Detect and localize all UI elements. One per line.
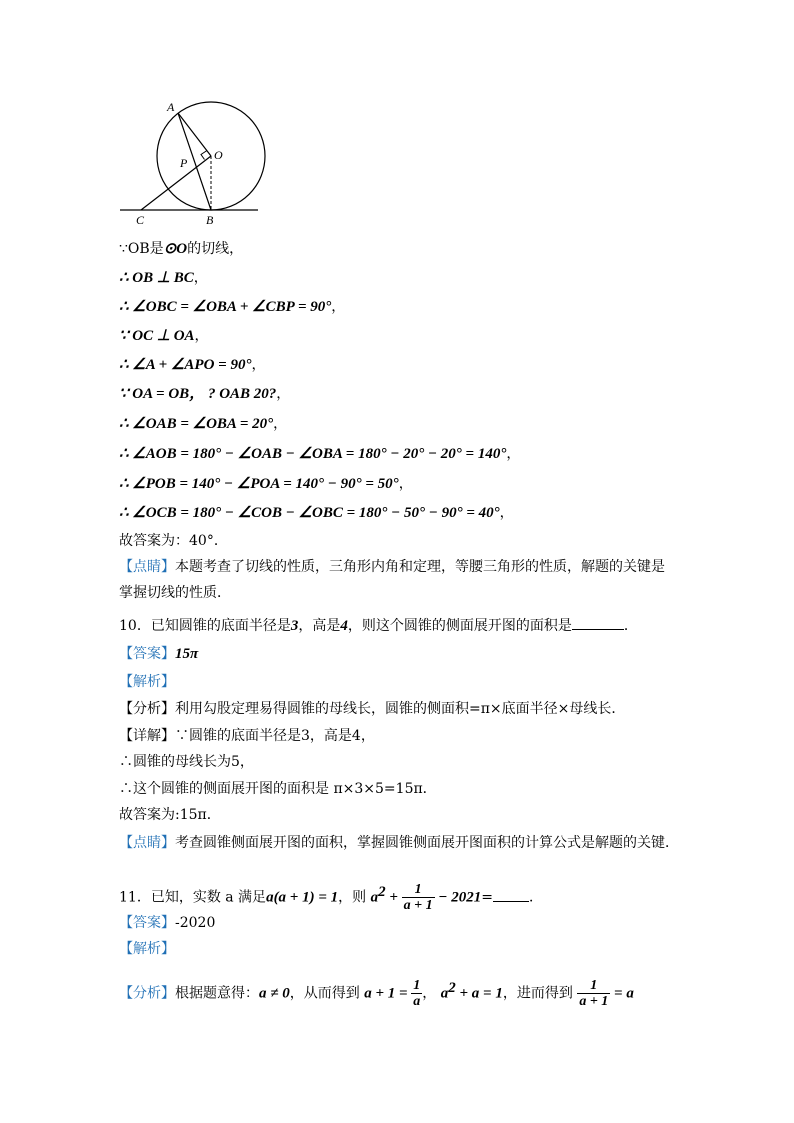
label-p: P	[180, 156, 188, 170]
q10-detail-2: ∴圆锥的母线长为5，	[119, 754, 254, 770]
fraction: $\frac{1}{a}$	[413, 978, 421, 1010]
q10-detail-3: ∴这个圆锥的侧面展开图的面积是 π×3×5=15π．	[119, 781, 437, 797]
segment-oc	[141, 156, 211, 210]
q10-detail-4: 故答案为:15π．	[119, 807, 221, 823]
right-angle-mark	[201, 151, 207, 160]
label-a: A	[167, 100, 175, 114]
proof-line-9: ∴ ∠POB = 140° − ∠POA = 140° − 90° = 50°，	[119, 476, 413, 492]
q10-comment: 【点睛】考查圆锥侧面展开图的面积，掌握圆锥侧面展开图面积的计算公式是解题的关键．	[119, 835, 679, 851]
proof-line-6: ∵ OA = OB， ? OAB 20?，	[119, 386, 291, 402]
proof-answer: 故答案为：40°．	[119, 533, 228, 549]
segment-ao	[178, 113, 211, 156]
q10-analysis-tag: 【解析】	[119, 674, 175, 690]
q10-detail-1: 【详解】∵圆锥的底面半径是3，高是4，	[119, 728, 375, 744]
answer-blank	[493, 889, 529, 902]
label-c: C	[136, 213, 145, 227]
q11-answer: 【答案】-2020	[119, 915, 216, 931]
fraction: $\frac{1}{a + 1}$	[579, 978, 609, 1010]
proof-line-10: ∴ ∠OCB = 180° − ∠COB − ∠OBC = 180° − 50° − 90° = 40°，	[119, 505, 514, 521]
proof-line-4: ∵ OC ⊥ OA，	[119, 328, 209, 344]
proof-line-8: ∴ ∠AOB = 180° − ∠OAB − ∠OBA = 180° − 20° − 20° = 140°，	[119, 446, 521, 462]
proof-line-7: ∴ ∠OAB = ∠OBA = 20°，	[119, 416, 288, 432]
q11-analysis-tag: 【解析】	[119, 941, 175, 957]
q11-stem: 11．已知，实数 a 满足a(a + 1) = 1，则 $a^2$ + $\frac{1}{a + 1}$ − 2021= ．	[119, 882, 543, 914]
proof-line-5: ∴ ∠A + ∠APO = 90°，	[119, 357, 266, 373]
proof-line-1: ∵OB是⊙O的切线，	[119, 241, 244, 257]
proof-line-2: ∴ OB ⊥ BC，	[119, 270, 208, 286]
q11-fenxi: 【分析】根据题意得：a ≠ 0，从而得到 a + 1 = $\frac{1}{a}$ ， $a^2 + a = 1$，进而得到 $\frac{1}{a + 1}$ = a	[119, 978, 634, 1010]
label-o: O	[214, 148, 223, 162]
proof-comment: 【点睛】本题考查了切线的性质，三角形内角和定理，等腰三角形的性质，解题的关键是	[119, 559, 665, 575]
proof-comment-cont: 掌握切线的性质．	[119, 585, 231, 601]
label-b: B	[206, 213, 214, 227]
q10-answer: 【答案】15π	[119, 646, 199, 662]
q10-fenxi: 【分析】利用勾股定理易得圆锥的母线长，圆锥的侧面积=π×底面半径×母线长．	[119, 701, 626, 717]
q10-stem: 10．已知圆锥的底面半径是3，高是4，则这个圆锥的侧面展开图的面积是 ．	[119, 618, 638, 634]
answer-blank	[572, 617, 624, 630]
geometry-figure	[112, 96, 272, 228]
fraction: $\frac{1}{a + 1}$	[403, 882, 433, 914]
proof-line-3: ∴ ∠OBC = ∠OBA + ∠CBP = 90°，	[119, 299, 346, 315]
